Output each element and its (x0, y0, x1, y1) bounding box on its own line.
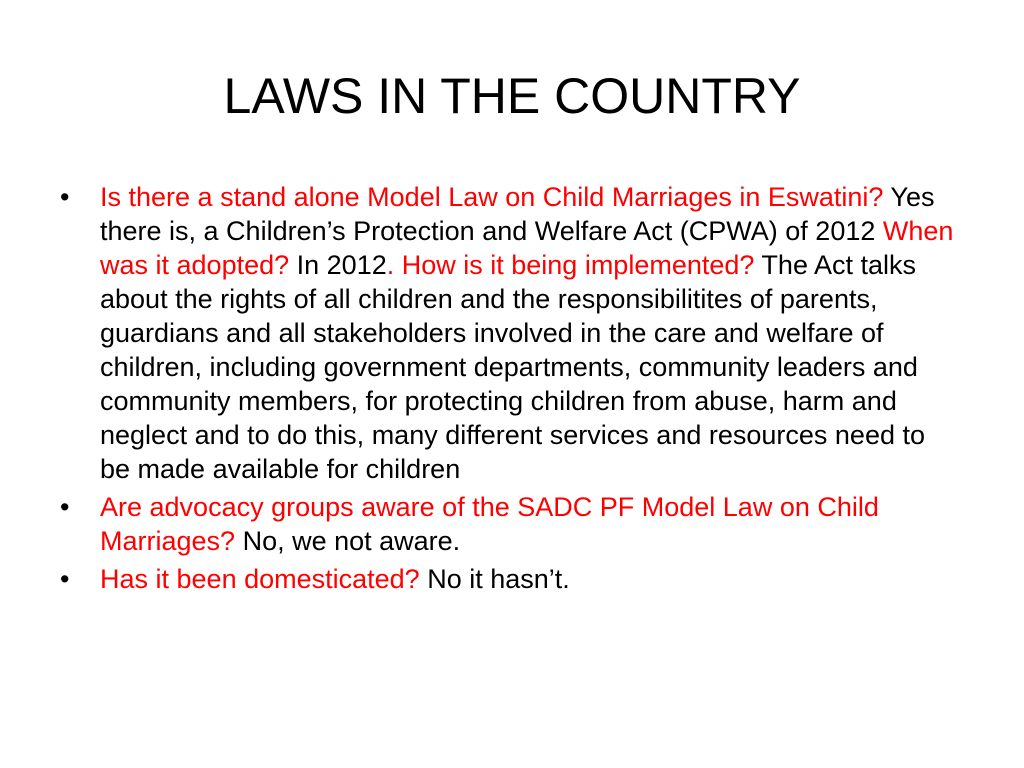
question-text: Are advocacy groups aware of the SADC PF Model Law on Child Marriages? (100, 492, 879, 556)
bullet-list (60, 180, 960, 600)
bullet-item-advocacy (60, 490, 960, 558)
question-text: . How is it being implemented? (386, 250, 755, 280)
bullet-icon: • (60, 564, 70, 594)
bullet-item-domesticated (60, 562, 960, 596)
bullet-icon: • (60, 182, 70, 212)
bullet-item-cpwa (60, 180, 960, 486)
slide-title: LAWS IN THE COUNTRY (223, 68, 801, 124)
bullet-icon: • (60, 492, 70, 522)
answer-text: In 2012 (289, 250, 387, 280)
question-text: Has it been domesticated? (100, 564, 420, 594)
answer-text: The Act talks about the rights of all children and the responsibilitites of parents, guardians and all stakeholders involved in the care and welfare of children, including government departments, community leaders and community members, for protecting children from abuse, harm and neglect and to do this, many different services and resources need to be made available for children (100, 250, 925, 484)
answer-text: Yes there is, a Children’s Protection and Welfare Act (CPWA) of 2012 (100, 182, 935, 246)
answer-text: No it hasn’t. (419, 564, 570, 594)
question-text: When was it adopted? (100, 216, 954, 280)
question-text: Is there a stand alone Model Law on Child Marriages in Eswatini? (100, 182, 884, 212)
answer-text: No, we not aware. (235, 526, 461, 556)
